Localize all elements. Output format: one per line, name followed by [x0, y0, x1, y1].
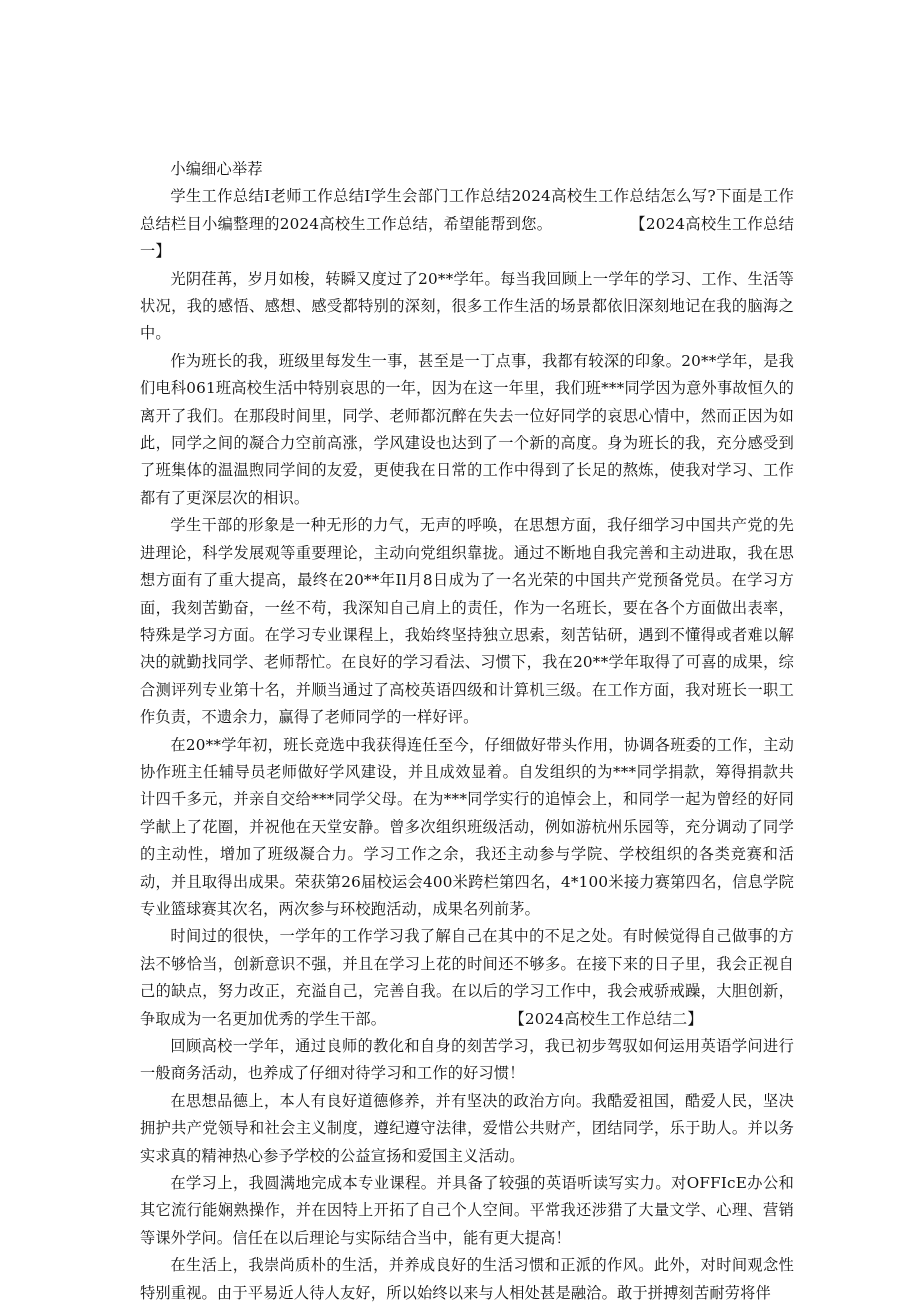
paragraph: 光阴荏苒，岁月如梭，转瞬又度过了20**学年。每当我回顾上一学年的学习、工作、生活等状况，我的感悟、感想、感受都特别的深刻，很多工作生活的场景都依旧深刻地记在我的脑海之中。 [140, 269, 794, 343]
paragraph: 作为班长的我，班级里每发生一事，甚至是一丁点事，我都有较深的印象。20**学年，是我们电科061班高校生活中特别哀思的一年，因为在这一年里，我们班***同学因为意外事故恒久的离开了我们。在那段时间里，同学、老师都沉醉在失去一位好同学的哀思心情中，然而正因为如此，同学之间的凝合力空前高涨，学风建设也达到了一个新的高度。身为班长的我，充分感受到了班集体的温温煦同学间的友爱，更使我在日常的工作中得到了长足的熬炼，使我对学习、工作都有了更深层次的相识。 [140, 351, 794, 507]
paragraph: 学生干部的形象是一种无形的力气，无声的呼唤，在思想方面，我仔细学习中国共产党的先进理论，科学发展观等重要理论，主动向党组织靠拢。通过不断地自我完善和主动进取，我在思想方面有了重大提高，最终在20**年Il月8日成为了一名光荣的中国共产党预备党员。在学习方面，我刻苦勤奋，一丝不苟，我深知自己肩上的责任，作为一名班长，要在各个方面做出表率，特殊是学习方面。在学习专业课程上，我始终坚持独立思索，刻苦钻研，遇到不懂得或者难以解决的就勤找同学、老师帮忙。在良好的学习看法、习惯下，我在20**学年取得了可喜的成果，综合测评列专业第十名，并顺当通过了高校英语四级和计算机三级。在工作方面，我对班长一职工作负责，不遗余力，赢得了老师同学的一样好评。 [140, 516, 794, 727]
paragraph: 回顾高校一学年，通过良师的教化和自身的刻苦学习，我已初步驾驭如何运用英语学问进行一般商务活动，也养成了仔细对待学习和工作的好习惯！ [140, 1037, 794, 1083]
intro-line: 小编细心举荐 [170, 160, 263, 178]
paragraph: 在20**学年初，班长竞选中我获得连任至今，仔细做好带头作用，协调各班委的工作，主动协作班主任辅导员老师做好学风建设，并且成效显着。自发组织的为***同学捐款，筹得捐款共计四千多元，并亲自交给***同学父母。在为***同学实行的追悼会上，和同学一起为曾经的好同学献上了花圈，并祝他在天堂安静。曾多次组织班级活动，例如游杭州乐园等，充分调动了同学的主动性，增加了班级凝合力。学习工作之余，我还主动参与学院、学校组织的各类竞赛和活动，并且取得出成果。荣获第26届校运会400米跨栏第四名，4*100米接力赛第四名，信息学院专业篮球赛其次名，两次参与环校跑活动，成果名列前茅。 [140, 735, 794, 918]
paragraph: 在学习上，我圆满地完成本专业课程。并具备了较强的英语听读写实力。对OFFIcE办公和其它流行能娴熟操作，并在因特上开拓了自己个人空间。平常我还涉猎了大量文学、心理、营销等课外学问。信任在以后理论与实际结合当中，能有更大提高！ [140, 1174, 794, 1247]
paragraph: 在生活上，我崇尚质朴的生活，并养成良好的生活习惯和正派的作风。此外，对时间观念性特别重视。由于平易近人待人友好，所以始终以来与人相处甚是融洽。敢于拼搏刻苦耐劳将伴 [140, 1256, 794, 1302]
document-body [140, 156, 794, 1307]
paragraph: 时间过的很快，一学年的工作学习我了解自己在其中的不足之处。有时候觉得自己做事的方法不够恰当，创新意识不强，并且在学习上花的时间还不够多。在接下来的日子里，我会正视自己的缺点，努力改正，充溢自己，完善自我。在以后的学习工作中，我会戒骄戒躁，大胆创新，争取成为一名更加优秀的学生干部。 【2024高校生工作总结二】 [140, 927, 794, 1028]
paragraph-intro: 学生工作总结I老师工作总结I学生会部门工作总结2024高校生工作总结怎么写?下面是工作总结栏目小编整理的2024高校生工作总结，希望能帮到您。 【2024高校生工作总结一】 [140, 187, 794, 261]
paragraph: 在思想品德上，本人有良好道德修养，并有坚决的政治方向。我酷爱祖国，酷爱人民，坚决拥护共产党领导和社会主义制度，遵纪遵守法律，爱惜公共财产，团结同学，乐于助人。并以务实求真的精神热心参予学校的公益宣扬和爱国主义活动。 [140, 1091, 794, 1165]
